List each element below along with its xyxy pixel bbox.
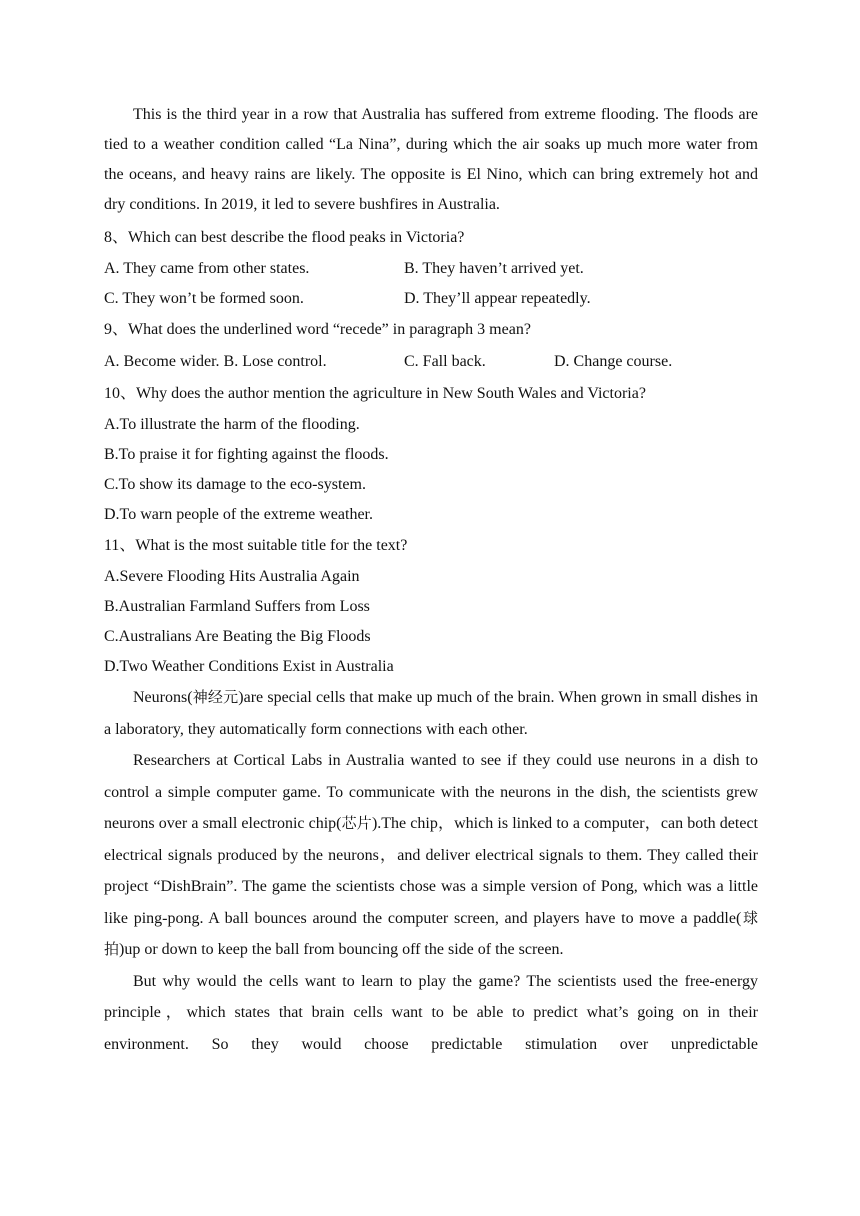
question-11 [104,530,758,682]
question-9-option-d: D. Change course. [554,353,673,370]
question-11-stem: 11、What is the most suitable title for the text? [104,537,408,554]
p2-chinese-gloss-paddle: 球拍 [104,908,758,958]
question-9-stem: 9、What does the underlined word “recede” in paragraph 3 mean? [104,321,531,338]
document-page [104,100,758,1060]
p2-text-c: )up or down to keep the ball from bouncing off the side of the screen. [119,941,564,958]
question-10-option-a: A.To illustrate the harm of the flooding. [104,416,360,433]
question-8-options-row-2 [104,284,758,314]
question-9-option-ab: A. Become wider. B. Lose control. [104,353,327,370]
passage2-paragraph-3: But why would the cells want to learn to play the game? The scientists used the free-energy principle，which states that brain cells want to be able to predict what’s going on in their environment. So they would choose predictable stimulation over unpredictable [104,972,758,1053]
question-10-option-d: D.To warn people of the extreme weather. [104,506,373,523]
question-10-option-b: B.To praise it for fighting against the floods. [104,446,389,463]
question-8-option-c: C. They won’t be formed soon. [104,290,304,307]
p1-text-b: )are special cells that make up much of the brain. When grown in small dishes in a laboratory, they automatically form connections with each other. [104,689,758,738]
question-11-option-a: A.Severe Flooding Hits Australia Again [104,568,360,585]
question-10-option-c: C.To show its damage to the eco-system. [104,476,366,493]
question-8 [104,222,758,314]
question-8-stem: 8、Which can best describe the flood peaks in Victoria? [104,229,465,246]
question-10-stem: 10、Why does the author mention the agriculture in New South Wales and Victoria? [104,385,646,402]
passage2-paragraph-1 [104,682,758,745]
question-9-option-c: C. Fall back. [404,353,486,370]
question-8-option-b: B. They haven’t arrived yet. [404,260,584,277]
p1-chinese-gloss: 神经元 [192,688,239,706]
question-9-options [104,346,758,378]
question-10 [104,378,758,530]
question-8-option-a: A. They came from other states. [104,260,310,277]
question-11-option-b: B.Australian Farmland Suffers from Loss [104,598,370,615]
p1-text-a: Neurons( [133,689,193,706]
question-8-option-d: D. They’ll appear repeatedly. [404,290,591,307]
question-9 [104,314,758,378]
passage2-paragraph-2 [104,745,758,966]
question-11-option-d: D.Two Weather Conditions Exist in Australia [104,658,394,675]
passage1-paragraph: This is the third year in a row that Australia has suffered from extreme flooding. The floods are tied to a weather condition called “La Nina”, during which the air soaks up much more water from the oceans, and heavy rains are likely. The opposite is El Nino, which can bring extremely hot and dry conditions. In 2019, it led to severe bushfires in Australia. [104,106,758,213]
question-8-options-row-1 [104,254,758,284]
p2-text-b: ).The chip，which is linked to a computer，can both detect electrical signals produced by the neurons，and deliver electrical signals to them. They called their project “DishBrain”. The game the scientists chose was a simple version of Pong, which was a little like ping-pong. A ball bounces around the computer screen, and players have to move a paddle( [104,815,758,927]
question-11-option-c: C.Australians Are Beating the Big Floods [104,628,371,645]
p2-chinese-gloss-chip: 芯片 [341,814,372,832]
p2-text-a: Researchers at Cortical Labs in Australia wanted to see if they could use neurons in a dish to control a simple computer game. To communicate with the neurons in the dish, the scientists grew neurons over a small electronic chip( [104,752,758,832]
